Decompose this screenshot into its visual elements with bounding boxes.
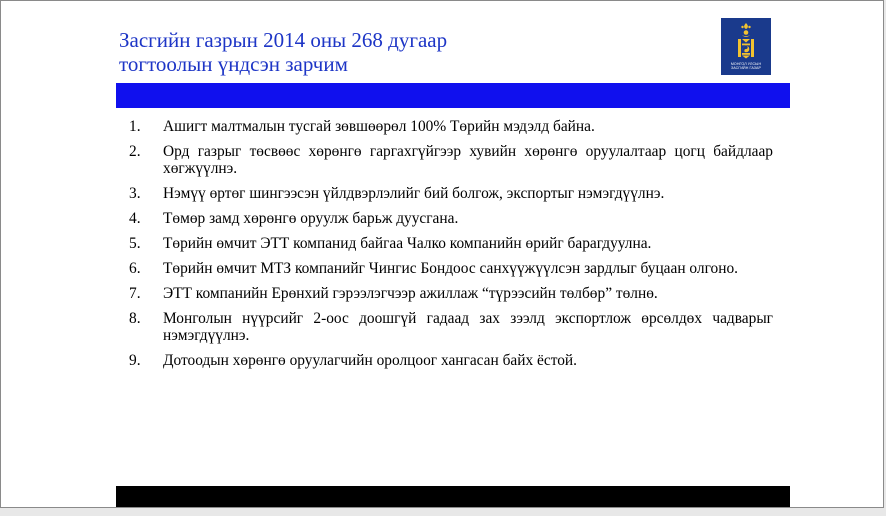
item-text: Нэмүү өртөг шингээсэн үйлдвэрлэлийг бий болгож, экспортыг нэмэгдүүлнэ. [163,185,665,202]
government-logo [721,18,771,75]
list-item [123,210,773,227]
item-number: 3. [129,185,141,202]
item-text: Монголын нүүрсийг 2-оос доошгүй гадаад зах зээлд экспортлож өрсөлдөх чадварыг нэмэгдүүлнэ. [163,310,773,344]
item-text: Төрийн өмчит МТЗ компанийг Чингис Бондоос санхүүжүүлсэн зардлыг буцаан олгоно. [163,260,739,277]
soyombo-emblem-icon [721,18,771,62]
item-number: 5. [129,235,141,252]
list-item [123,285,773,302]
item-number: 2. [129,143,141,160]
list-item [123,235,773,252]
item-text: Дотоодын хөрөнгө оруулагчийн оролцоог хангасан байх ёстой. [163,352,578,369]
item-number: 9. [129,352,141,369]
slide-title-line: Засгийн газрын 2014 оны 268 дугаар [119,28,448,52]
list-item [123,185,773,202]
list-item [123,118,773,135]
list-item [123,143,773,177]
item-text: Орд газрыг төсвөөс хөрөнгө гаргахгүйгээр хувийн хөрөнгө оруулалтаар цогц байдлаар хөгжүүлнэ. [163,143,773,177]
emblem-caption: МОНГОЛ УЛСЫН [730,62,762,66]
item-number: 6. [129,260,141,277]
emblem-caption: ЗАСГИЙН ГАЗАР [730,66,762,70]
item-text: Төрийн өмчит ЭТТ компанид байгаа Чалко компанийн өрийг барагдуулна. [163,235,652,252]
item-number: 8. [129,310,141,327]
principles-list [123,118,773,377]
item-number: 1. [129,118,141,135]
slide-title [119,28,679,76]
item-text: Ашигт малтмалын тусгай зөвшөөрөл 100% Төрийн мэдэлд байна. [163,118,595,135]
list-item [123,310,773,344]
item-text: Төмөр замд хөрөнгө оруулж барьж дуусгана. [163,210,459,227]
list-item [123,352,773,369]
footer-bar [116,486,790,508]
item-number: 7. [129,285,141,302]
item-number: 4. [129,210,141,227]
list-item [123,260,773,277]
slide-title-line: тогтоолын үндсэн зарчим [119,52,348,76]
item-text: ЭТТ компанийн Ерөнхий гэрээлэгчээр ажиллаж “түрээсийн төлбөр” төлнө. [163,285,658,302]
header-bar [116,83,790,108]
